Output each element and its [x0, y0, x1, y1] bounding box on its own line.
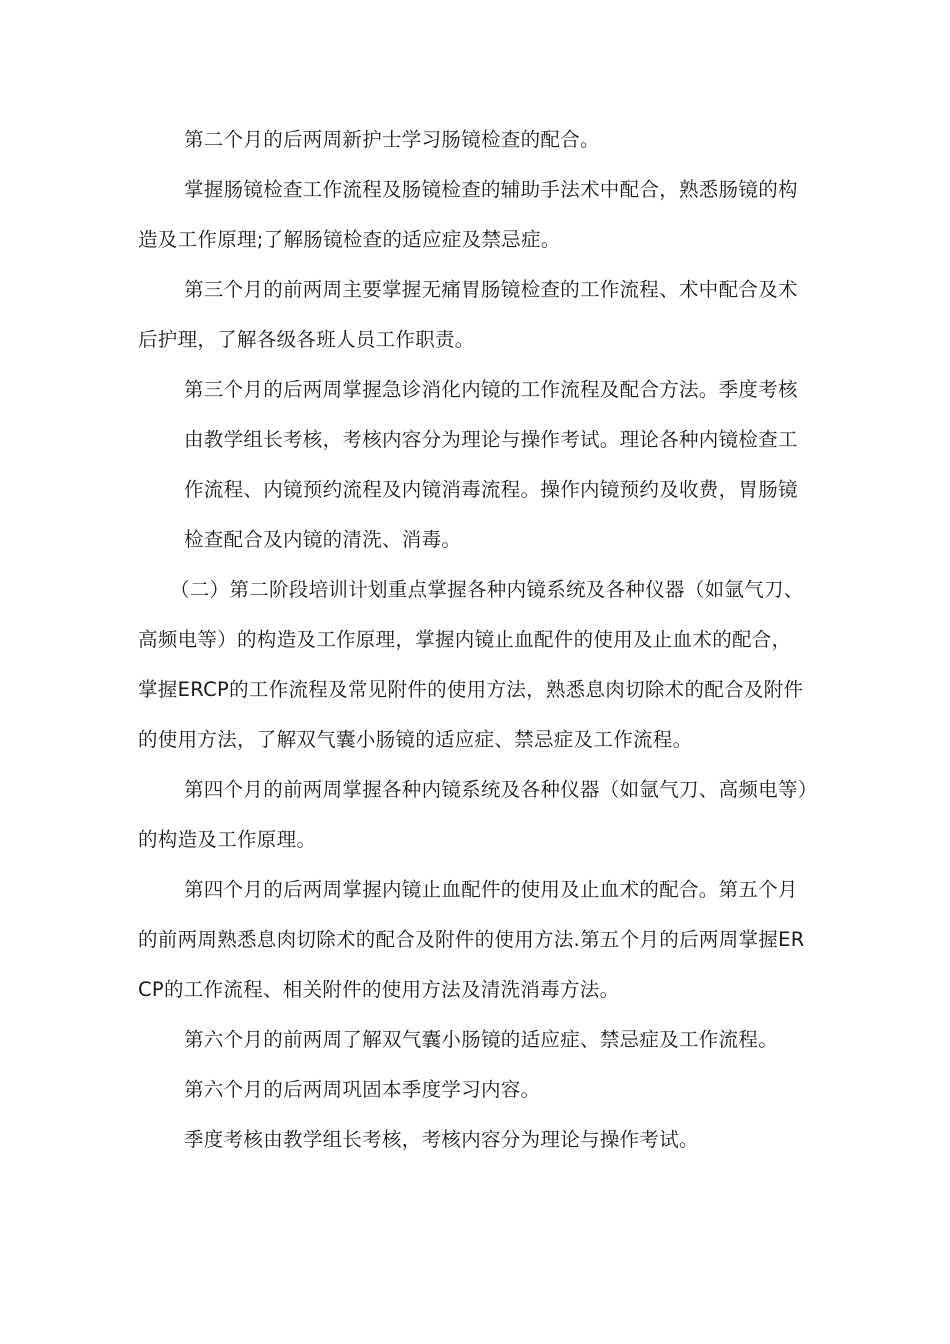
paragraph-5: （二）第二阶段培训计划重点掌握各种内镜系统及各种仪器（如氩气刀、高频电等）的构造及工作原理，掌握内镜止血配件的使用及止血术的配合，掌握ERCP的工作流程及常见附件的使用方法，熟悉息肉切除术的配合及附件的使用方法，了解双气囊小肠镜的适应症、禁忌症及工作流程。 [138, 578, 804, 751]
paragraph-4: 第三个月的后两周掌握急诊消化内镜的工作流程及配合方法。季度考核由教学组长考核，考核内容分为理论与操作考试。理论各种内镜检查工作流程、内镜预约流程及内镜消毒流程。操作内镜预约及收费，胃肠镜检查配合及内镜的清洗、消毒。 [184, 378, 798, 551]
paragraph-3: 第三个月的前两周主要掌握无痛胃肠镜检查的工作流程、术中配合及术后护理，了解各级各班人员工作职责。 [138, 278, 798, 351]
paragraph-10: 季度考核由教学组长考核，考核内容分为理论与操作考试。 [184, 1128, 699, 1151]
paragraph-2: 掌握肠镜检查工作流程及肠镜检查的辅助手法术中配合，熟悉肠镜的构造及工作原理;了解肠镜检查的适应症及禁忌症。 [138, 178, 798, 251]
paragraph-7: 第四个月的后两周掌握内镜止血配件的使用及止血术的配合。第五个月的前两周熟悉息肉切除术的配合及附件的使用方法.第五个月的后两周掌握ERCP的工作流程、相关附件的使用方法及清洗消毒方法。 [138, 878, 805, 1001]
document-body [138, 115, 810, 1165]
paragraph-9: 第六个月的后两周巩固本季度学习内容。 [184, 1078, 541, 1101]
paragraph-6: 第四个月的前两周掌握各种内镜系统及各种仪器（如氩气刀、高频电等）的构造及工作原理。 [138, 778, 808, 851]
paragraph-8: 第六个月的前两周了解双气囊小肠镜的适应症、禁忌症及工作流程。 [184, 1028, 779, 1051]
paragraph-1: 第二个月的后两周新护士学习肠镜检查的配合。 [184, 128, 600, 151]
